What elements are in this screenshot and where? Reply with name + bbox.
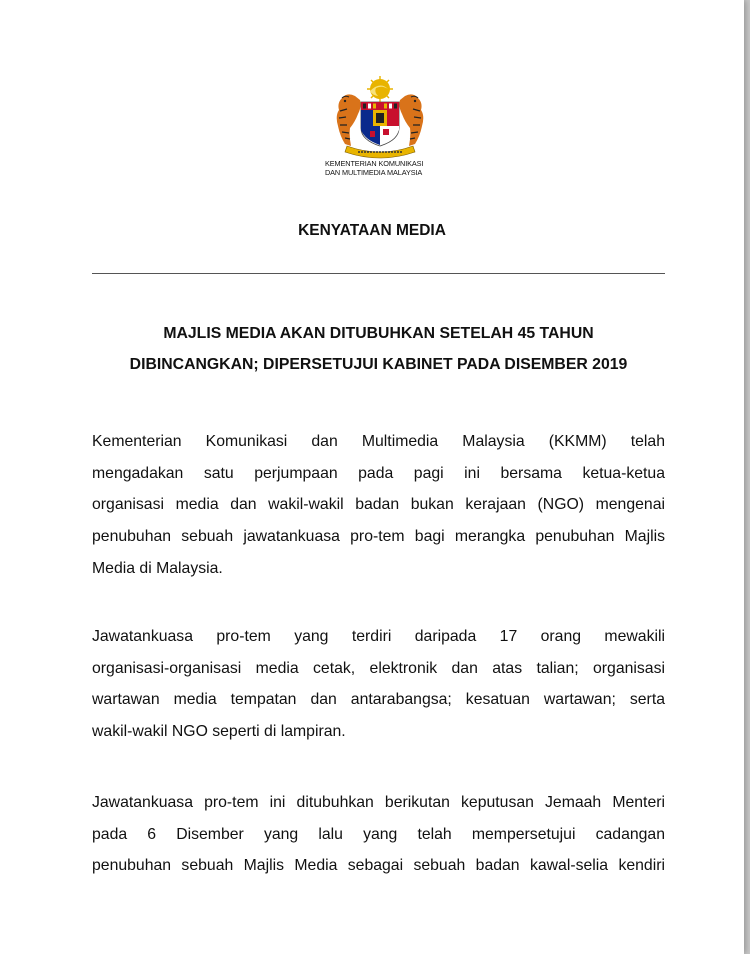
body-paragraph-2 bbox=[92, 621, 665, 748]
headline-line-1: MAJLIS MEDIA AKAN DITUBUHKAN SETELAH 45 TAHUN bbox=[163, 325, 594, 342]
ministry-name bbox=[325, 159, 445, 177]
headline-line-2: DIBINCANGKAN; DIPERSETUJUI KABINET PADA DISEMBER 2019 bbox=[129, 356, 628, 373]
paragraph-line: penubuhan sebuah Majlis Media sebagai sebuah badan kawal-selia kendiri bbox=[92, 857, 665, 875]
paragraph-line: Jawatankuasa pro-tem yang terdiri daripada 17 orang mewakili bbox=[92, 628, 665, 645]
paragraph-line: pada 6 Disember yang lalu yang telah mempersetujui cadangan bbox=[92, 825, 665, 843]
paragraph-line: penubuhan sebuah jawatankuasa pro-tem bagi merangka penubuhan Majlis bbox=[92, 528, 665, 546]
motto-ribbon bbox=[345, 146, 415, 158]
ministry-name-line-1: KEMENTERIAN KOMUNIKASI bbox=[325, 159, 424, 168]
paragraph-line: mengadakan satu perjumpaan pada pagi ini bersama ketua-ketua bbox=[92, 464, 665, 482]
shield-icon bbox=[361, 102, 399, 146]
coat-of-arms-logo bbox=[325, 76, 435, 162]
federal-star-icon bbox=[367, 76, 393, 102]
paragraph-line: organisasi-organisasi media cetak, elektronik dan atas talian; organisasi bbox=[92, 659, 665, 677]
ministry-name-line-2: DAN MULTIMEDIA MALAYSIA bbox=[325, 168, 423, 177]
paragraph-line: organisasi media dan wakil-wakil badan bukan kerajaan (NGO) mengenai bbox=[92, 496, 665, 514]
paragraph-line: Kementerian Komunikasi dan Multimedia Malaysia (KKMM) telah bbox=[92, 433, 665, 450]
document-type-heading: KENYATAAN MEDIA bbox=[298, 222, 446, 239]
paragraph-line: wartawan media tempatan dan antarabangsa; kesatuan wartawan; serta bbox=[92, 691, 665, 709]
paragraph-line: Jawatankuasa pro-tem ini ditubuhkan berikutan keputusan Jemaah Menteri bbox=[92, 794, 665, 811]
body-paragraph-3 bbox=[92, 787, 665, 882]
paragraph-line: Media di Malaysia. bbox=[92, 559, 223, 577]
right-tiger-icon bbox=[399, 94, 423, 146]
body-paragraph-1 bbox=[92, 426, 665, 585]
horizontal-divider bbox=[92, 273, 665, 274]
paragraph-line: wakil-wakil NGO seperti di lampiran. bbox=[92, 723, 346, 741]
press-release-headline bbox=[92, 318, 665, 380]
left-tiger-icon bbox=[337, 94, 361, 146]
